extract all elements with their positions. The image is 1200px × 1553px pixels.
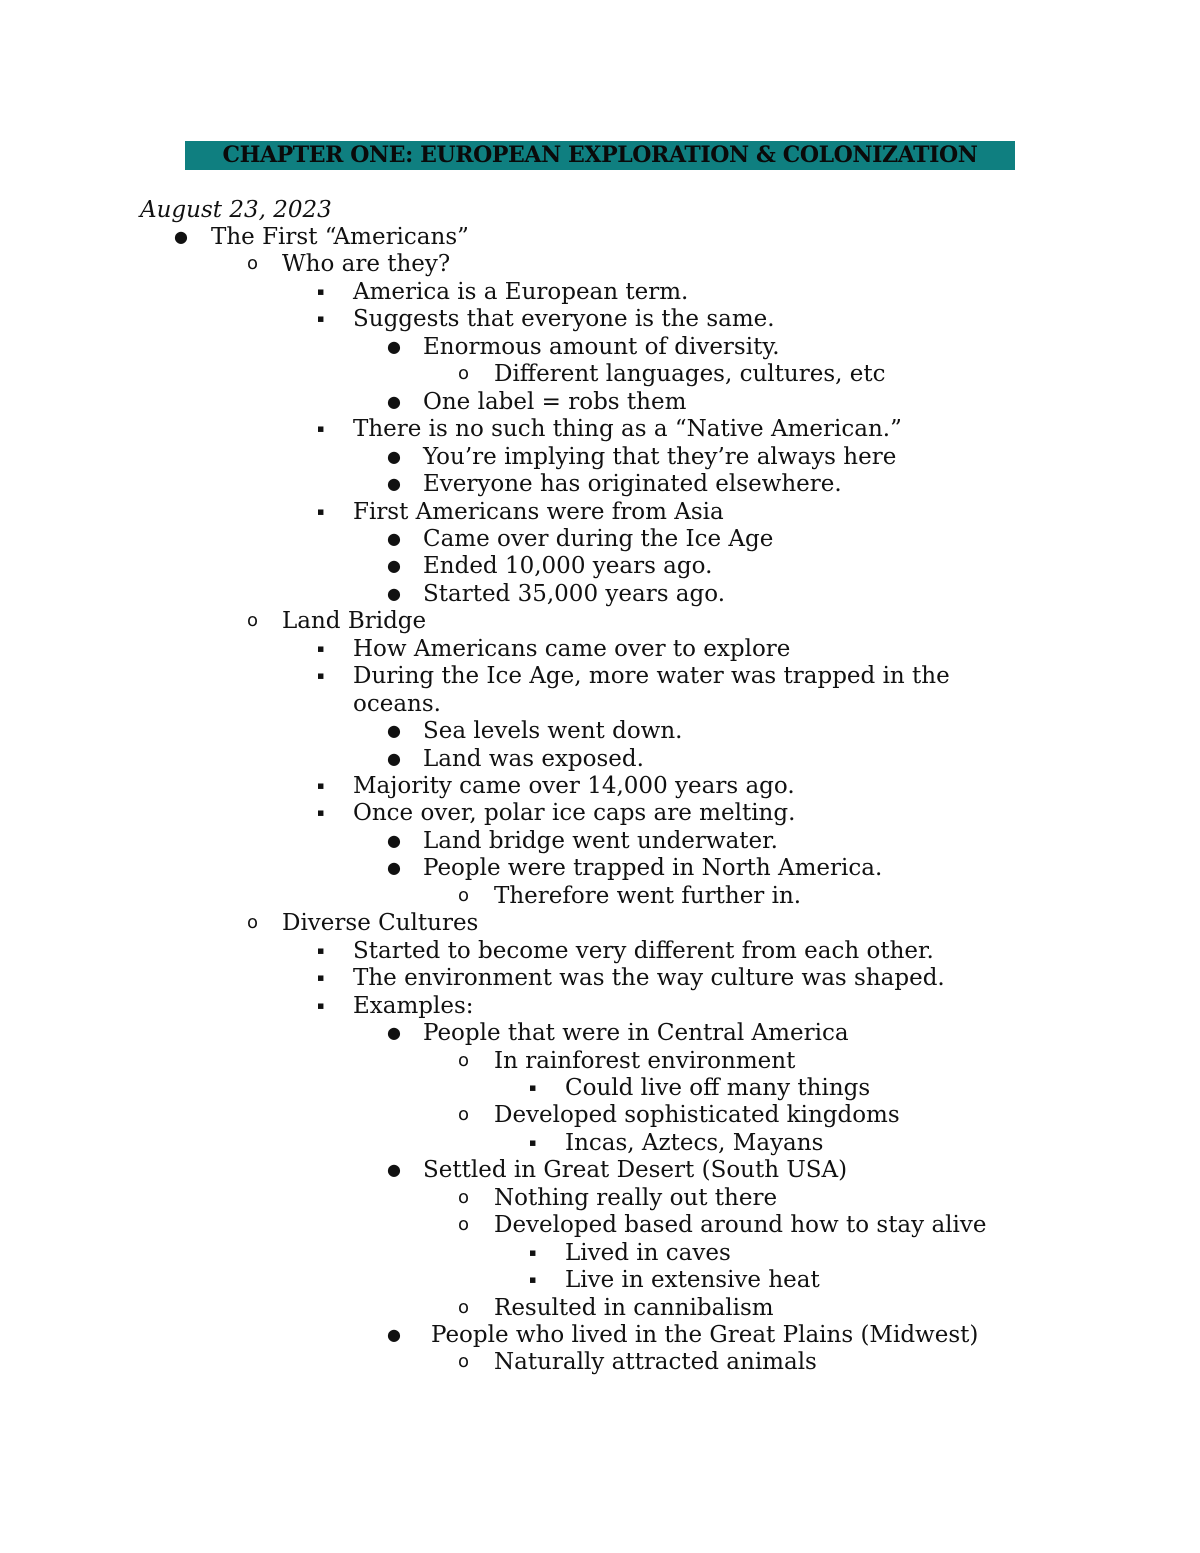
outline-item-text: Naturally attracted animals xyxy=(494,1349,817,1376)
outline-item-text: Developed sophisticated kingdoms xyxy=(494,1102,900,1129)
outline-item-text: The environment was the way culture was shaped. xyxy=(353,965,945,992)
square-bullet-icon: ▪ xyxy=(317,779,325,792)
chapter-title: CHAPTER ONE: EUROPEAN EXPLORATION & COLONIZATION xyxy=(185,141,1015,170)
outline-item-text: Could live off many things xyxy=(565,1074,871,1101)
outline-item-text: Enormous amount of diversity. xyxy=(423,333,780,360)
circle-bullet-icon: o xyxy=(458,1186,470,1208)
outline-item-text: Live in extensive heat xyxy=(565,1267,820,1294)
circle-bullet-icon: o xyxy=(247,912,259,934)
square-bullet-icon: ▪ xyxy=(529,1080,537,1094)
outline-item-text: Ended 10,000 years ago. xyxy=(423,553,713,580)
note-date: August 23, 2023 xyxy=(140,197,332,223)
square-bullet-icon: ▪ xyxy=(317,284,325,298)
square-bullet-icon: ▪ xyxy=(317,669,325,683)
outline-item-text: Lived in caves xyxy=(565,1239,731,1266)
square-bullet-icon: ▪ xyxy=(317,312,325,326)
disc-bullet-icon: ● xyxy=(387,721,401,741)
outline-item-text: oceans. xyxy=(353,690,441,717)
outline-item-text: Incas, Aztecs, Mayans xyxy=(565,1129,824,1156)
outline-item-text: Land was exposed. xyxy=(423,745,644,772)
outline-item-text: Everyone has originated elsewhere. xyxy=(423,471,842,498)
circle-bullet-icon: o xyxy=(458,884,470,906)
disc-bullet-icon: ● xyxy=(387,336,401,356)
disc-bullet-icon: ● xyxy=(387,583,401,603)
outline-item-text: During the Ice Age, more water was trapped in the xyxy=(353,663,950,690)
square-bullet-icon: ▪ xyxy=(529,1135,537,1149)
disc-bullet-icon: ● xyxy=(387,391,401,411)
outline-item-text: Suggests that everyone is the same. xyxy=(353,306,775,333)
disc-bullet-icon: ● xyxy=(387,748,401,768)
outline-item-text: Started 35,000 years ago. xyxy=(423,580,725,607)
square-bullet-icon: ▪ xyxy=(317,504,325,518)
outline-item-text: People who lived in the Great Plains (Midwest) xyxy=(431,1322,979,1348)
outline-item-text: Land bridge went underwater. xyxy=(423,827,778,854)
outline-item-text: Majority came over 14,000 years ago. xyxy=(353,773,795,799)
outline-item-text: Nothing really out there xyxy=(494,1184,778,1211)
square-bullet-icon: ▪ xyxy=(317,641,325,655)
disc-bullet-icon: ● xyxy=(387,528,401,548)
outline-item-text: Settled in Great Desert (South USA) xyxy=(423,1157,848,1184)
square-bullet-icon: ▪ xyxy=(529,1245,537,1259)
circle-bullet-icon: o xyxy=(458,1049,470,1071)
outline-item-text: Diverse Cultures xyxy=(282,910,479,937)
disc-bullet-icon: ● xyxy=(387,858,401,878)
outline-item-text: Developed based around how to stay alive xyxy=(494,1212,987,1239)
outline-item-text: Examples: xyxy=(353,992,474,1019)
circle-bullet-icon: o xyxy=(458,1351,470,1373)
outline-item-text: Resulted in cannibalism xyxy=(494,1294,774,1321)
circle-bullet-icon: o xyxy=(458,363,470,385)
circle-bullet-icon: o xyxy=(458,1214,470,1236)
outline-item-text: Therefore went further in. xyxy=(494,882,802,909)
circle-bullet-icon: o xyxy=(247,610,259,632)
square-bullet-icon: ▪ xyxy=(317,806,325,820)
outline-item-text: America is a European term. xyxy=(353,278,689,305)
disc-bullet-icon: ● xyxy=(387,830,401,850)
outline-item-text: Land Bridge xyxy=(282,608,427,635)
disc-bullet-icon: ● xyxy=(174,227,188,246)
square-bullet-icon: ▪ xyxy=(529,1273,537,1287)
outline-item-text: Sea levels went down. xyxy=(423,718,683,745)
outline-item-text: One label = robs them xyxy=(423,388,687,415)
outline-item-text: You’re implying that they’re always here xyxy=(423,443,897,470)
outline-item-text: How Americans came over to explore xyxy=(353,635,791,662)
disc-bullet-icon: ● xyxy=(387,1160,401,1180)
square-bullet-icon: ▪ xyxy=(317,971,325,985)
square-bullet-icon: ▪ xyxy=(317,422,325,436)
circle-bullet-icon: o xyxy=(458,1104,470,1126)
outline-item-text: Different languages, cultures, etc xyxy=(494,361,886,388)
disc-bullet-icon: ● xyxy=(387,474,401,494)
outline-item-text: First Americans were from Asia xyxy=(353,498,724,525)
disc-bullet-icon: ● xyxy=(387,1023,401,1043)
outline-item-text: People were trapped in North America. xyxy=(423,855,883,882)
outline-item-text: Came over during the Ice Age xyxy=(423,525,774,552)
square-bullet-icon: ▪ xyxy=(317,943,325,957)
disc-bullet-icon: ● xyxy=(387,556,401,576)
square-bullet-icon: ▪ xyxy=(317,998,325,1012)
circle-bullet-icon: o xyxy=(458,1296,470,1318)
outline-item-text: In rainforest environment xyxy=(494,1047,796,1074)
outline-item-text: The First “Americans” xyxy=(211,224,469,250)
disc-bullet-icon: ● xyxy=(387,446,401,466)
outline-item-text: There is no such thing as a “Native American.” xyxy=(353,416,902,443)
disc-bullet-icon: ● xyxy=(387,1325,401,1344)
circle-bullet-icon: o xyxy=(247,253,259,275)
outline-item-text: Once over, polar ice caps are melting. xyxy=(353,800,796,827)
outline-item-text: Who are they? xyxy=(282,251,451,278)
outline-item-text: People that were in Central America xyxy=(423,1020,849,1047)
outline-item-text: Started to become very different from each other. xyxy=(353,937,934,964)
